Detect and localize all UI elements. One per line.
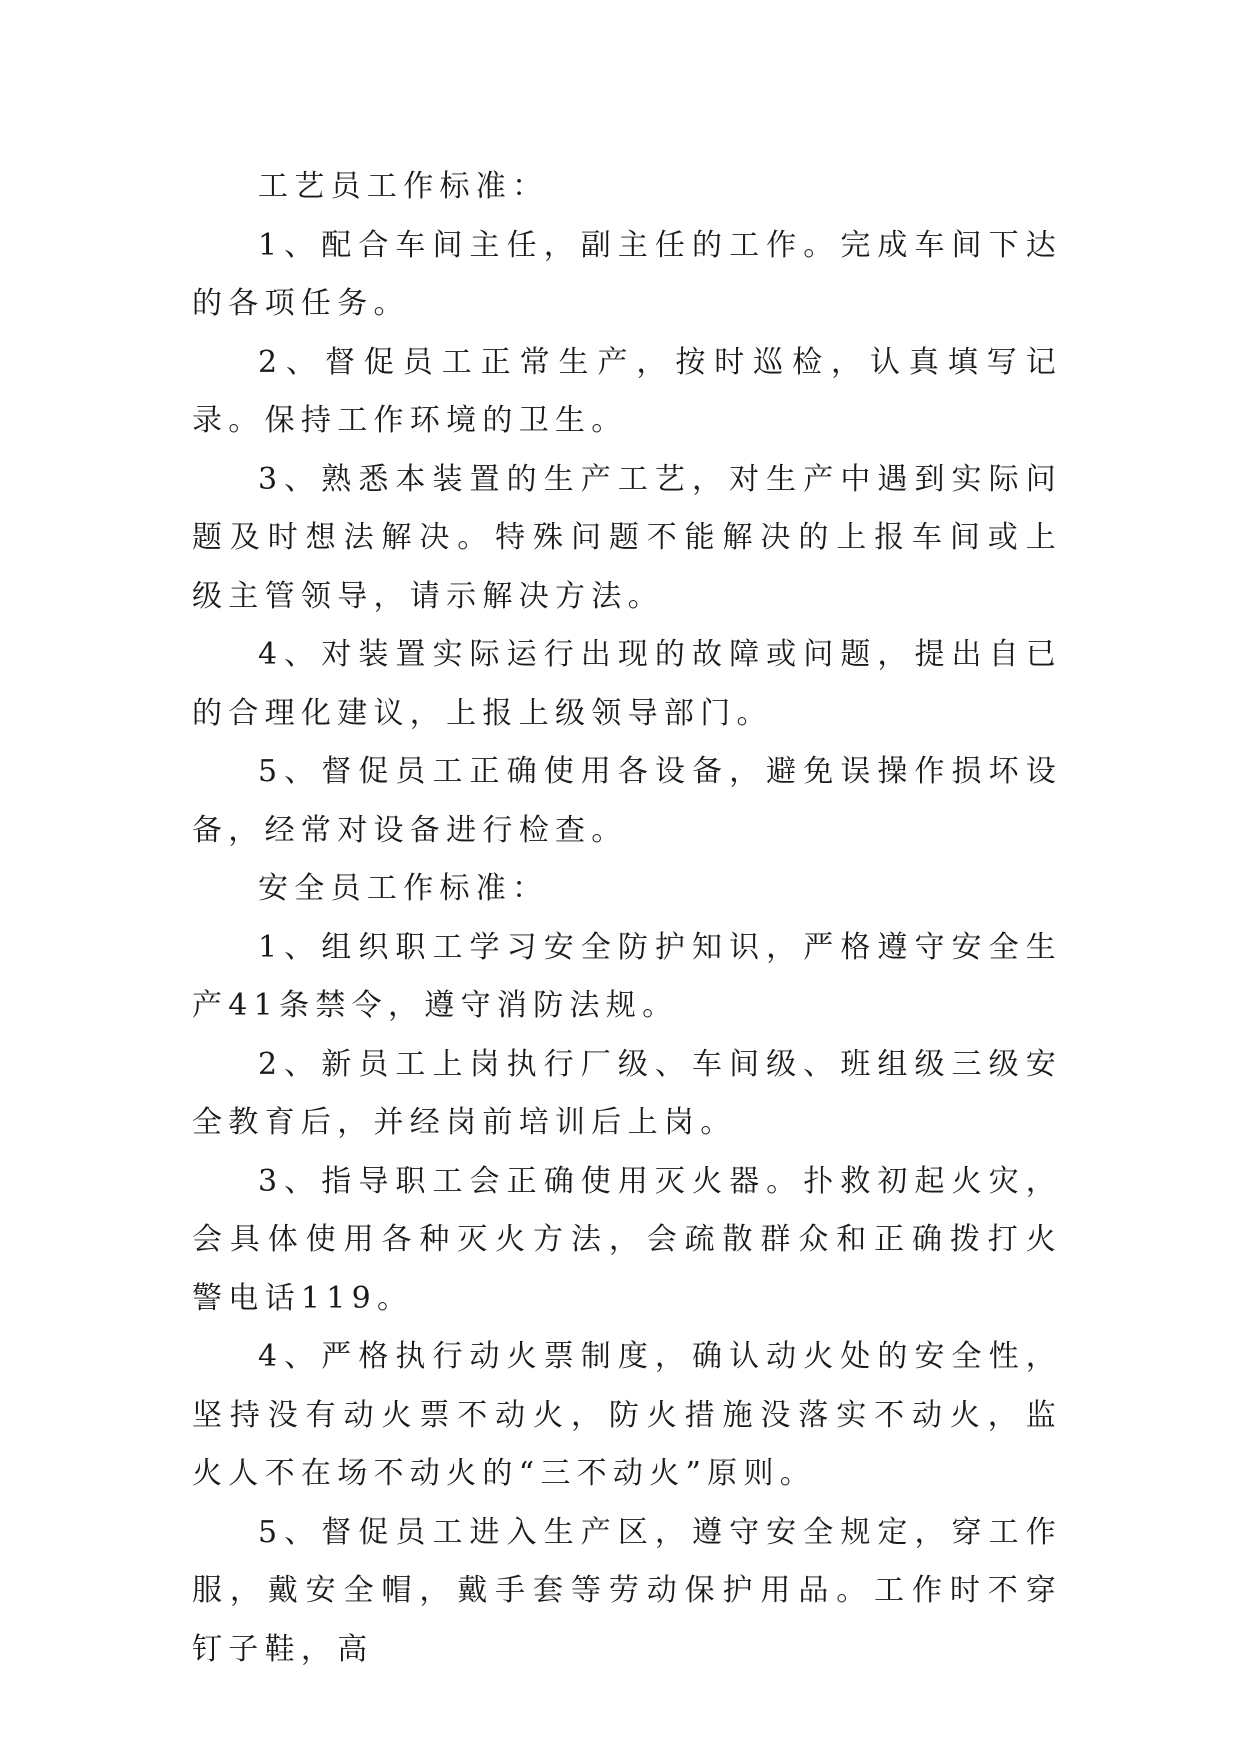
list-item: 3、熟悉本装置的生产工艺，对生产中遇到实际问题及时想法解决。特殊问题不能解决的上报车间或上级主管领导，请示解决方法。 bbox=[192, 461, 1062, 614]
list-item: 2、新员工上岗执行厂级、车间级、班组级三级安全教育后，并经岗前培训后上岗。 bbox=[192, 1046, 1062, 1140]
list-item: 4、严格执行动火票制度，确认动火处的安全性，坚持没有动火票不动火，防火措施没落实不动火，监火人不在场不动火的“三不动火”原则。 bbox=[192, 1339, 1062, 1491]
list-item: 5、督促员工正确使用各设备，避免误操作损坏设备，经常对设备进行检查。 bbox=[192, 754, 1062, 848]
document-body bbox=[192, 158, 1062, 1679]
heading-safety-staff-standard: 安全员工作标准： bbox=[258, 871, 549, 906]
list-item: 4、对装置实际运行出现的故障或问题，提出自已的合理化建议，上报上级领导部门。 bbox=[192, 637, 1062, 731]
list-item: 5、督促员工进入生产区，遵守安全规定，穿工作服，戴安全帽，戴手套等劳动保护用品。工作时不穿钉子鞋，高 bbox=[192, 1514, 1062, 1667]
list-item: 1、配合车间主任，副主任的工作。完成车间下达的各项任务。 bbox=[192, 227, 1062, 321]
heading-process-staff-standard: 工艺员工作标准： bbox=[258, 169, 549, 204]
list-item: 2、督促员工正常生产，按时巡检，认真填写记录。保持工作环境的卫生。 bbox=[192, 344, 1062, 438]
list-item: 1、组织职工学习安全防护知识，严格遵守安全生产41条禁令，遵守消防法规。 bbox=[192, 929, 1062, 1023]
list-item: 3、指导职工会正确使用灭火器。扑救初起火灾，会具体使用各种灭火方法，会疏散群众和正确拨打火警电话119。 bbox=[192, 1163, 1062, 1316]
